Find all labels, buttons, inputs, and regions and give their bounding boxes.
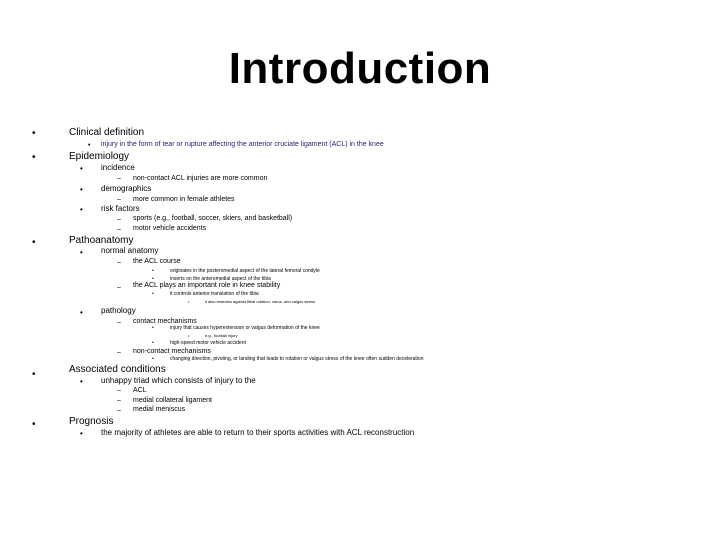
bullet-dot: • <box>32 237 36 248</box>
bullet-dash: – <box>117 319 121 326</box>
clinical-heading: Clinical definition <box>69 127 145 138</box>
noncontact-item: changing direction, pivoting, or landing that leads to rotation or valgus stress of the knee often sudden deceleration <box>170 356 424 362</box>
associated-heading: Associated conditions <box>69 364 166 375</box>
bullet-dash: – <box>117 284 121 291</box>
pathology-label: pathology <box>101 306 136 315</box>
bullet-dot: • <box>152 276 154 282</box>
bullet-dash: – <box>117 226 121 233</box>
bullet-dot: • <box>32 152 36 163</box>
bullet-dot: • <box>32 128 36 139</box>
bullet-dot: • <box>80 308 83 317</box>
bullet-dash: – <box>117 349 121 356</box>
bullet-dot: • <box>152 291 154 297</box>
bullet-dot: • <box>80 164 83 173</box>
bullet-dot: • <box>152 268 154 274</box>
bullet-dash: – <box>117 196 121 203</box>
bullet-dot: • <box>80 429 83 438</box>
slide-title: Introduction <box>228 44 492 93</box>
pathoanatomy-heading: Pathoanatomy <box>69 235 134 246</box>
bullet-dot: • <box>32 419 36 430</box>
acl-course-item: inserts on the anteromedial aspect of the tibia <box>170 276 271 282</box>
bullet-dash: – <box>117 397 121 404</box>
bullet-dot: • <box>80 205 83 214</box>
triad-label: unhappy triad which consists of injury to the <box>101 376 256 385</box>
acl-role-label: the ACL plays an important role in knee stability <box>133 282 281 289</box>
bullet-dot: • <box>88 142 91 149</box>
bullet-dot: • <box>32 369 36 380</box>
normal-anatomy-label: normal anatomy <box>101 246 159 255</box>
bullet-dot: • <box>188 333 190 338</box>
contact-item: high-speed motor vehicle accident <box>170 340 246 346</box>
acl-role-subitem: it also restrains against tibial rotation, varus, and valgus stress <box>205 299 316 304</box>
triad-item: ACL <box>133 387 147 394</box>
contact-subitem: e.g., football injury <box>205 333 238 338</box>
bullet-dot: • <box>80 185 83 194</box>
risk-label: risk factors <box>101 204 140 213</box>
triad-item: medial meniscus <box>133 406 186 413</box>
acl-course-item: originates in the posteromedial aspect of the lateral femoral condyle <box>170 268 320 274</box>
prognosis-heading: Prognosis <box>69 416 114 427</box>
bullet-dot: • <box>152 325 154 331</box>
bullet-dot: • <box>152 340 154 346</box>
bullet-dash: – <box>117 216 121 223</box>
noncontact-mechanisms-label: non-contact mechanisms <box>133 348 211 355</box>
demographics-item: more common in female athletes <box>133 196 235 203</box>
clinical-definition: injury in the form of tear or rupture affecting the anterior cruciate ligament (ACL) in the knee <box>101 141 384 148</box>
risk-item: motor vehicle accidents <box>133 225 207 232</box>
bullet-dash: – <box>117 387 121 394</box>
incidence-item: non-contact ACL injuries are more common <box>133 175 268 182</box>
bullet-dot: • <box>188 299 190 304</box>
contact-mechanisms-label: contact mechanisms <box>133 318 197 325</box>
triad-item: medial collateral ligament <box>133 397 212 404</box>
bullet-dash: – <box>117 407 121 414</box>
epidemiology-heading: Epidemiology <box>69 151 130 162</box>
bullet-dash: – <box>117 259 121 266</box>
bullet-dash: – <box>117 175 121 182</box>
acl-role-item: it controls anterior translation of the tibia <box>170 291 259 297</box>
acl-course-label: the ACL course <box>133 258 181 265</box>
bullet-dot: • <box>152 356 154 362</box>
prognosis-item: the majority of athletes are able to return to their sports activities with ACL reconstruction <box>101 428 415 437</box>
demographics-label: demographics <box>101 184 152 193</box>
incidence-label: incidence <box>101 163 135 172</box>
bullet-dot: • <box>80 377 83 386</box>
risk-item: sports (e.g., football, soccer, skiers, and basketball) <box>133 215 293 222</box>
bullet-dot: • <box>80 248 83 257</box>
contact-item: injury that causes hyperextension or valgus deformation of the knee <box>170 325 320 331</box>
